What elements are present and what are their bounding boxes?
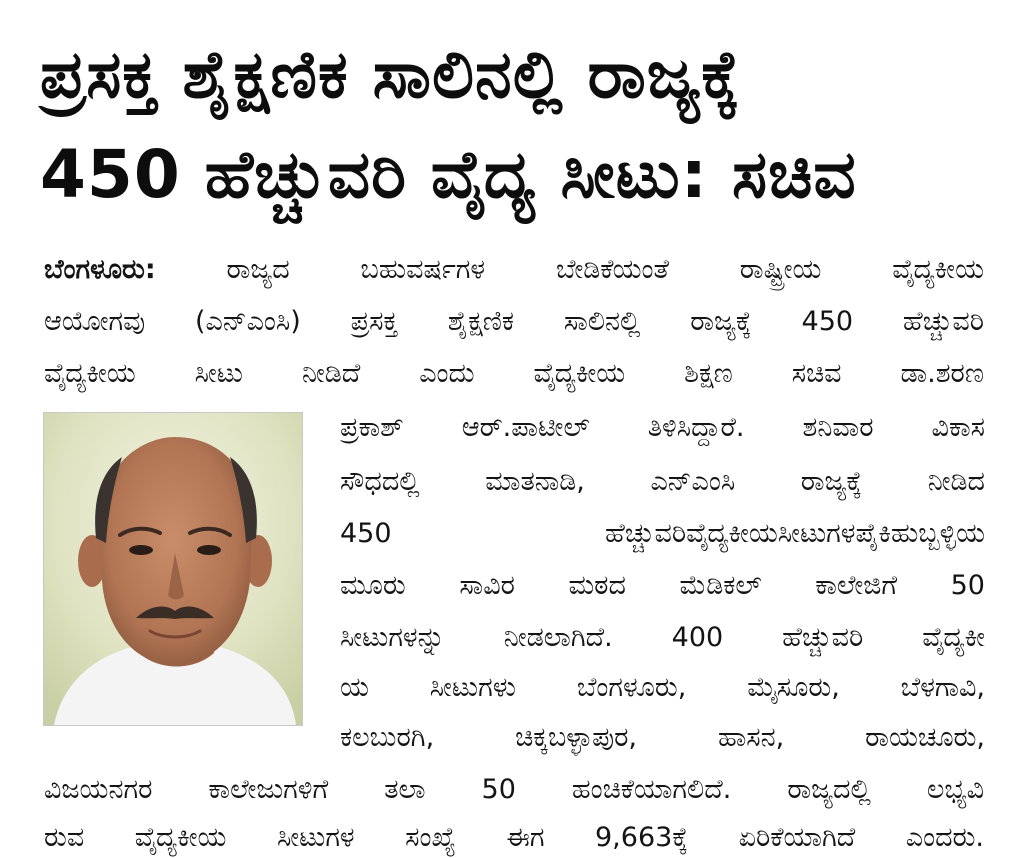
article-line-12: ರುವ ವೈದ್ಯಕೀಯ ಸೀಟುಗಳ ಸಂಖ್ಯೆ ಈಗ 9,663ಕ್ಕೆ ಏರಿಕೆಯಾಗಿದೆ ಎಂದರು. bbox=[44, 822, 984, 853]
right-eye bbox=[197, 545, 221, 555]
article-line-2: ಆಯೋಗವು (ಎನ್‌ಎಂಸಿ) ಪ್ರಸಕ್ತ ಶೈಕ್ಷಣಿಕ ಸಾಲಿನಲ್ಲಿ ರಾಜ್ಯಕ್ಕೆ 450 ಹೆಚ್ಚುವರಿ bbox=[44, 306, 984, 337]
article-line-1-text: ರಾಜ್ಯದ ಬಹುವರ್ಷಗಳ ಬೇಡಿಕೆಯಂತೆ ರಾಷ್ಟ್ರೀಯ ವೈದ್ಯಕೀಯ bbox=[155, 254, 984, 285]
dateline: ಬೆಂಗಳೂರು: bbox=[44, 254, 156, 285]
article-line-10: ಕಲಬುರಗಿ, ಚಿಕ್ಕಬಳ್ಳಾಪುರ, ಹಾಸನ, ರಾಯಚೂರು, bbox=[340, 722, 985, 753]
article-line-5: ಸೌಧದಲ್ಲಿ ಮಾತನಾಡಿ, ಎನ್‌ಎಂಸಿ ರಾಜ್ಯಕ್ಕೆ ನೀಡಿದ bbox=[340, 466, 985, 497]
article-line-7: ಮೂರು ಸಾವಿರ ಮಠದ ಮೆಡಿಕಲ್ ಕಾಲೇಜಿಗೆ 50 bbox=[340, 570, 985, 601]
article-line-3: ವೈದ್ಯಕೀಯ ಸೀಟು ನೀಡಿದೆ ಎಂದು ವೈದ್ಯಕೀಯ ಶಿಕ್ಷಣ ಸಚಿವ ಡಾ.ಶರಣ bbox=[44, 358, 984, 389]
minister-portrait bbox=[44, 413, 302, 725]
article-line-8: ಸೀಟುಗಳನ್ನು ನೀಡಲಾಗಿದೆ. 400 ಹೆಚ್ಚುವರಿ ವೈದ್ಯಕೀ bbox=[340, 622, 985, 653]
headline-line-1: ಪ್ರಸಕ್ತ ಶೈಕ್ಷಣಿಕ ಸಾಲಿನಲ್ಲಿ ರಾಜ್ಯಕ್ಕೆ bbox=[40, 36, 741, 113]
article-line-4: ಪ್ರಕಾಶ್ ಆರ್.ಪಾಟೀಲ್ ತಿಳಿಸಿದ್ದಾರೆ. ಶನಿವಾರ ವಿಕಾಸ bbox=[340, 412, 985, 443]
headline-line-2: 450 ಹೆಚ್ಚುವರಿ ವೈದ್ಯ ಸೀಟು: ಸಚಿವ bbox=[40, 136, 857, 213]
minister-photo bbox=[43, 412, 303, 726]
article-line-1 bbox=[44, 250, 984, 290]
article-line-11: ವಿಜಯನಗರ ಕಾಲೇಜುಗಳಿಗೆ ತಲಾ 50 ಹಂಚಿಕೆಯಾಗಲಿದೆ. ರಾಜ್ಯದಲ್ಲಿ ಲಭ್ಯವಿ bbox=[44, 774, 984, 805]
article-line-6: 450 ಹೆಚ್ಚುವರಿವೈದ್ಯಕೀಯಸೀಟುಗಳಪೈಕಿಹುಬ್ಬಳ್ಳಿಯ bbox=[340, 518, 985, 549]
face bbox=[100, 437, 252, 665]
article-line-9: ಯ ಸೀಟುಗಳು ಬೆಂಗಳೂರು, ಮೈಸೂರು, ಬೆಳಗಾವಿ, bbox=[340, 672, 985, 703]
left-eye bbox=[129, 545, 153, 555]
